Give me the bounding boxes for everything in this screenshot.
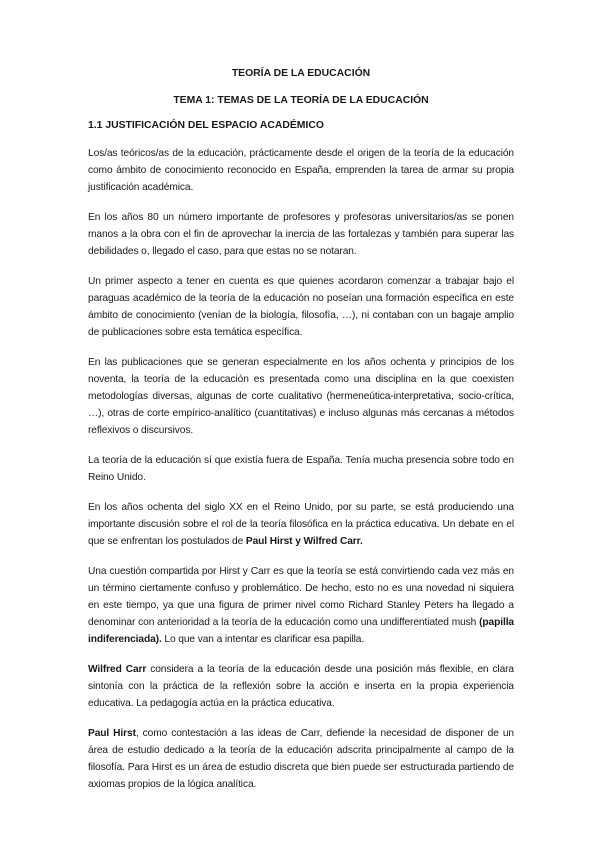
paragraph-2 — [88, 209, 514, 260]
paragraph-1 — [88, 145, 514, 196]
paragraph-5 — [88, 452, 514, 486]
paragraph-bold-text: (papilla indiferenciada). — [88, 617, 514, 645]
paragraph-bold-lead: Paul Hirst — [88, 728, 136, 739]
paragraph-text: En las publicaciones que se generan especialmente en los años ochenta y principios de los noventa, la teoría de la educación es presentada como una disciplina en la que coexisten metodologías diversas, algunas de corte cualitativo (hermeneútica-interpretativa, socio-crítica, …), otras de corte empírico-analítico (cuantitativas) e incluso algunas más cercanas a métodos reflexivos o discursivos. — [88, 357, 514, 436]
paragraph-text: Una cuestión compartida por Hirst y Carr es que la teoría se está convirtiendo cada vez más en un término ciertamente confuso y problemático. De hecho, esto no es una novedad ni siquiera en este tiempo, ya que una figura de primer nivel como Richard Stanley Peters ha llegado a denominar con anterioridad a la teoría de la educación como una undifferentiated mush — [88, 566, 514, 628]
paragraph-text: considera a la teoría de la educación desde una posición más flexible, en clara sintonía con la práctica de la reflexión sobre la acción e inserta en la propia experiencia educativa. La pedagogía actúa en la práctica educativa. — [88, 664, 514, 709]
paragraph-8 — [88, 661, 514, 712]
paragraph-text: Un primer aspecto a tener en cuenta es que quienes acordaron comenzar a trabajar bajo el paraguas académico de la teoría de la educación no poseían una formación específica en este ámbito de conocimiento (venían de la biología, filosofía, …), ni contaban con un bagaje amplio de publicaciones sobre esta temática específica. — [88, 276, 514, 338]
paragraph-6 — [88, 499, 514, 550]
paragraph-text: La teoría de la educación sí que existía fuera de España. Tenía mucha presencia sobre todo en Reino Unido. — [88, 455, 514, 483]
paragraph-text: En los años ochenta del siglo XX en el Reino Unido, por su parte, se está produciendo una importante discusión sobre el rol de la teoría filosófica en la práctica educativa. Un debate en el que se enfrentan los postulados de — [88, 502, 514, 547]
paragraph-bold-text: Paul Hirst y Wilfred Carr. — [245, 536, 363, 547]
paragraph-3 — [88, 273, 514, 341]
document-title: TEORÍA DE LA EDUCACIÓN — [231, 68, 371, 79]
paragraph-text: En los años 80 un número importante de profesores y profesoras universitarios/as se ponen manos a la obra con el fin de aprovechar la inercia de las fortalezas y también para superar las debilidades o, llegado el caso, para que estas no se notaran. — [88, 212, 514, 257]
paragraph-9 — [88, 725, 514, 793]
section-heading: 1.1 JUSTIFICACIÓN DEL ESPACIO ACADÉMICO — [88, 120, 324, 131]
paragraph-7 — [88, 563, 514, 648]
paragraph-text: Los/as teóricos/as de la educación, prácticamente desde el origen de la teoría de la educación como ámbito de conocimiento reconocido en España, emprenden la tarea de armar su propia justificación académica. — [88, 148, 514, 193]
paragraph-bold-lead: Wilfred Carr — [88, 664, 147, 675]
document-subtitle: TEMA 1: TEMAS DE LA TEORÍA DE LA EDUCACIÓN — [173, 95, 429, 106]
paragraph-4 — [88, 354, 514, 439]
paragraph-text: , como contestación a las ideas de Carr, defiende la necesidad de disponer de un área de estudio dedicado a la teoría de la educación adscrita principalmente al campo de la filosofía. Para Hirst es un área de estudio discreta que bien puede ser estructurada partiendo de axiomas propios de la lógica analítica. — [88, 728, 514, 790]
paragraph-text-after: Lo que van a intentar es clarificar esa papilla. — [161, 634, 365, 645]
